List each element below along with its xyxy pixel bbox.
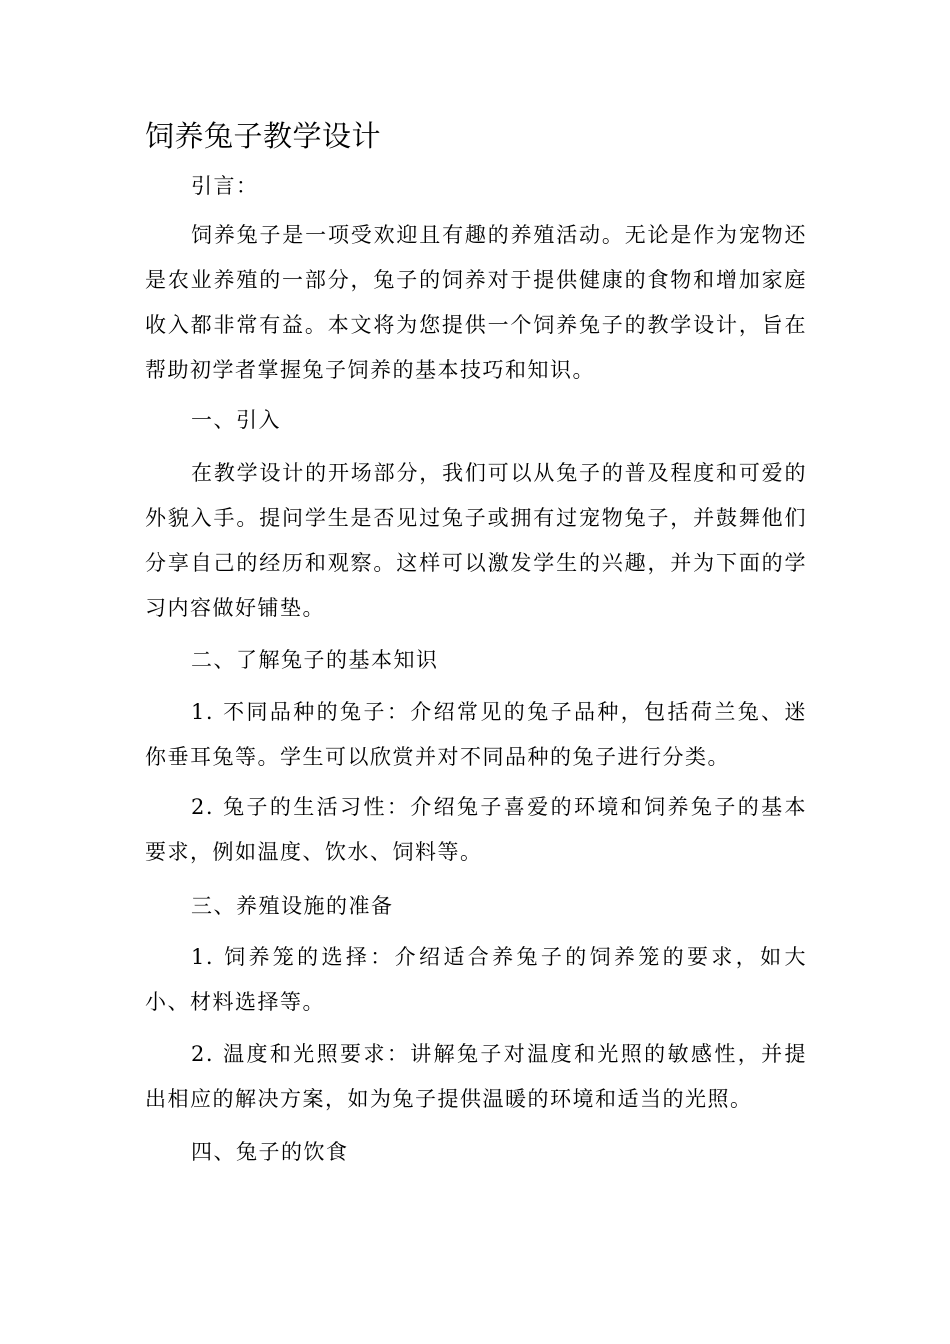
paragraph-introduction-body: 在教学设计的开场部分，我们可以从兔子的普及程度和可爱的外貌入手。提问学生是否见过兔子或拥有过宠物兔子，并鼓舞他们分享自己的经历和观察。这样可以激发学生的兴趣，并为下面的学习内容做好铺垫。 [145,461,807,620]
list-item-rabbit-habits: 2. 兔子的生活习性：介绍兔子喜爱的环境和饲养兔子的基本要求，例如温度、饮水、饲料等。 [145,795,807,864]
paragraph-intro-heading: 引言： [191,174,259,198]
list-item-cage-selection: 1. 饲养笼的选择：介绍适合养兔子的饲养笼的要求，如大小、材料选择等。 [145,945,807,1014]
section-heading-basic-knowledge: 二、了解兔子的基本知识 [191,648,439,672]
section-heading-diet: 四、兔子的饮食 [191,1140,349,1164]
list-item-temperature-light: 2. 温度和光照要求：讲解兔子对温度和光照的敏感性，并提出相应的解决方案，如为兔子提供温暖的环境和适当的光照。 [145,1042,807,1111]
section-heading-facilities: 三、养殖设施的准备 [191,894,394,918]
list-item-rabbit-breeds: 1. 不同品种的兔子：介绍常见的兔子品种，包括荷兰兔、迷你垂耳兔等。学生可以欣赏并对不同品种的兔子进行分类。 [145,700,807,769]
document-title: 饲养兔子教学设计 [145,119,382,153]
paragraph-intro-body: 饲养兔子是一项受欢迎且有趣的养殖活动。无论是作为宠物还是农业养殖的一部分，兔子的饲养对于提供健康的食物和增加家庭收入都非常有益。本文将为您提供一个饲养兔子的教学设计，旨在帮助初学者掌握兔子饲养的基本技巧和知识。 [145,223,807,382]
section-heading-introduction: 一、引入 [191,408,281,432]
